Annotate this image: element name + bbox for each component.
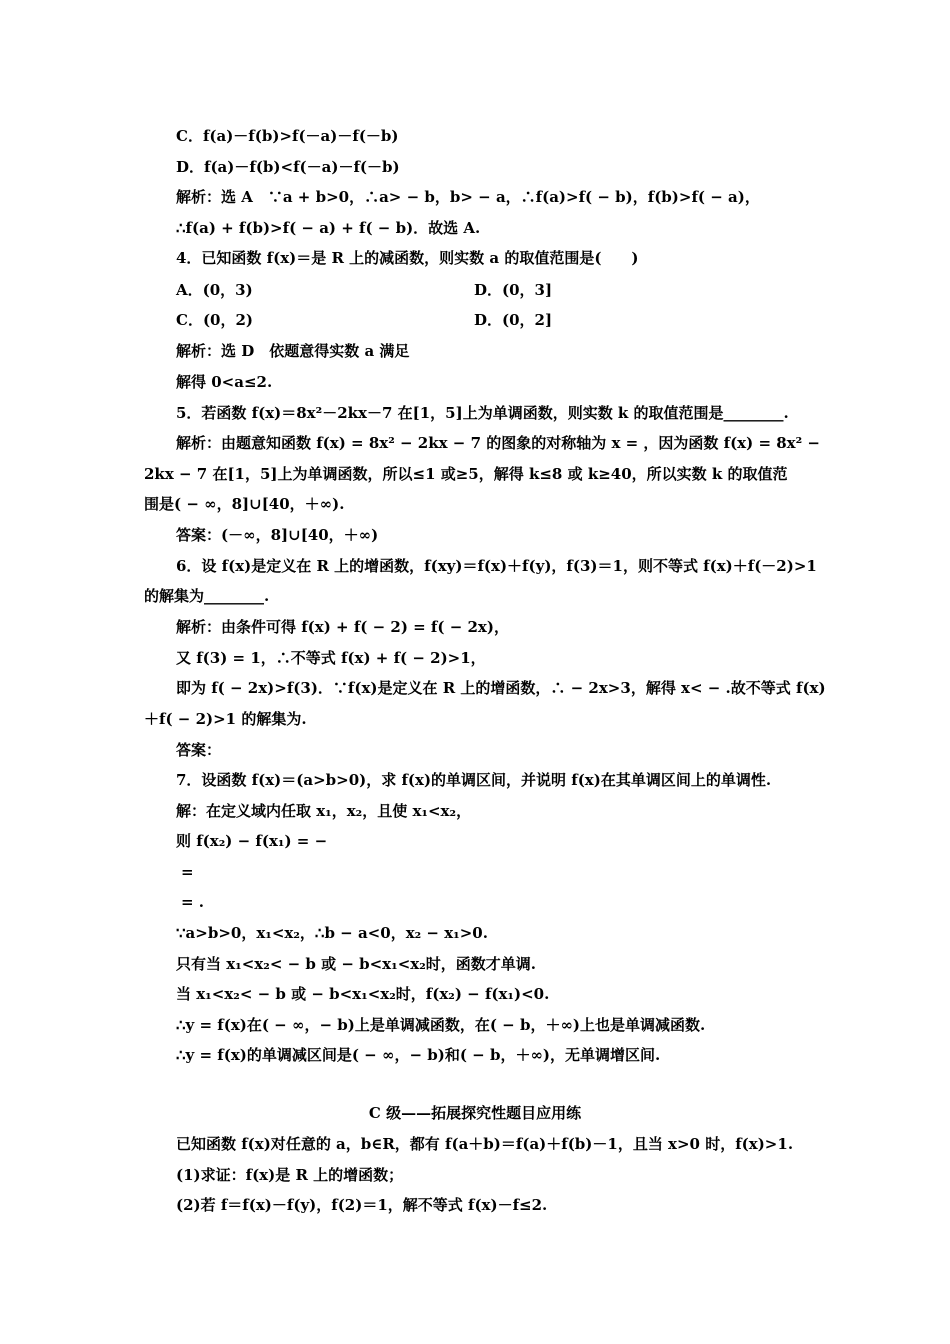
solution-q6-line3: 即为 f( − 2x)>f(3)．∵f(x)是定义在 R 上的增函数，∴ − 2x>3，解得 x< − .故不等式 f(x)	[176, 679, 826, 697]
problem-c-statement: 已知函数 f(x)对任意的 a，b∈R，都有 f(a＋b)＝f(a)＋f(b)－1，且当 x>0 时，f(x)>1.	[176, 1135, 794, 1153]
solution-q7-line3: =	[181, 863, 194, 881]
section-title: C 级——拓展探究性题目应用练	[368, 1104, 582, 1122]
solution-q7-line9: ∴y = f(x)的单调减区间是( − ∞，− b)和( − b，＋∞)，无单调增区间.	[176, 1046, 661, 1064]
solution-q5-line2: 2kx − 7 在[1，5]上为单调函数，所以≤1 或≥5，解得 k≤8 或 k≥40，所以实数 k 的取值范	[144, 465, 788, 483]
solution-q7-line7: 当 x₁<x₂< − b 或 − b<x₁<x₂时，f(x₂) − f(x₁)<0.	[176, 985, 550, 1003]
solution-q7-line8: ∴y = f(x)在( − ∞，− b)上是单调减函数，在( − b，＋∞)上也是单调减函数.	[176, 1016, 706, 1034]
answer-q6: 答案：	[176, 741, 222, 759]
answer-q5: 答案：(－∞，8]∪[40，＋∞)	[176, 526, 379, 544]
option-c-q3: C．f(a)－f(b)>f(－a)－f(－b)	[176, 127, 399, 145]
question-7: 7．设函数 f(x)＝(a>b>0)，求 f(x)的单调区间，并说明 f(x)在其单调区间上的单调性.	[176, 771, 772, 789]
solution-q6-line4: ＋f( − 2)>1 的解集为.	[144, 710, 307, 728]
option-d-q4-second: D．(0，2]	[474, 311, 553, 329]
solution-q7-line1: 解：在定义域内任取 x₁，x₂，且使 x₁<x₂，	[176, 802, 472, 820]
solution-q3-line1: 解析：选 A ∵a + b>0，∴a> − b，b> − a，∴f(a)>f( − b)，f(b)>f( − a)，	[176, 188, 760, 206]
solution-q5-line3: 围是( − ∞，8]∪[40，＋∞).	[144, 495, 345, 513]
question-6-line1: 6．设 f(x)是定义在 R 上的增函数，f(xy)＝f(x)＋f(y)，f(3)＝1，则不等式 f(x)＋f(－2)>1	[176, 557, 817, 575]
solution-q6-line1: 解析：由条件可得 f(x) + f( − 2) = f( − 2x)，	[176, 618, 509, 636]
option-a-q4: A．(0，3)	[176, 281, 253, 299]
solution-q4-line1: 解析：选 D 依题意得实数 a 满足	[176, 342, 410, 360]
solution-q6-line2: 又 f(3) = 1，∴不等式 f(x) + f( − 2)>1，	[176, 649, 486, 667]
solution-q7-line6: 只有当 x₁<x₂< − b 或 − b<x₁<x₂时，函数才单调.	[176, 955, 536, 973]
option-d-q4-first: D．(0，3]	[474, 281, 553, 299]
solution-q4-line2: 解得 0<a≤2.	[176, 373, 273, 391]
solution-q7-line4: = .	[181, 893, 205, 911]
solution-q3-line2: ∴f(a) + f(b)>f( − a) + f( − b)．故选 A.	[176, 219, 481, 237]
question-6-line2: 的解集为________.	[144, 587, 270, 605]
option-c-q4: C．(0，2)	[176, 311, 254, 329]
solution-q7-line5: ∵a>b>0，x₁<x₂，∴b − a<0，x₂ − x₁>0.	[176, 924, 488, 942]
question-5: 5．若函数 f(x)＝8x²－2kx－7 在[1，5]上为单调函数，则实数 k 的取值范围是________.	[176, 404, 789, 422]
question-4: 4．已知函数 f(x)＝是 R 上的减函数，则实数 a 的取值范围是( )	[176, 249, 639, 267]
problem-c-part2: (2)若 f＝f(x)－f(y)，f(2)＝1，解不等式 f(x)－f≤2.	[176, 1196, 548, 1214]
problem-c-part1: (1)求证：f(x)是 R 上的增函数；	[176, 1166, 404, 1184]
solution-q7-line2: 则 f(x₂) − f(x₁) = −	[176, 832, 328, 850]
option-d-q3: D．f(a)－f(b)<f(－a)－f(－b)	[176, 158, 400, 176]
solution-q5-line1: 解析：由题意知函数 f(x) = 8x² − 2kx − 7 的图象的对称轴为 x = ，因为函数 f(x) = 8x² −	[176, 434, 820, 452]
